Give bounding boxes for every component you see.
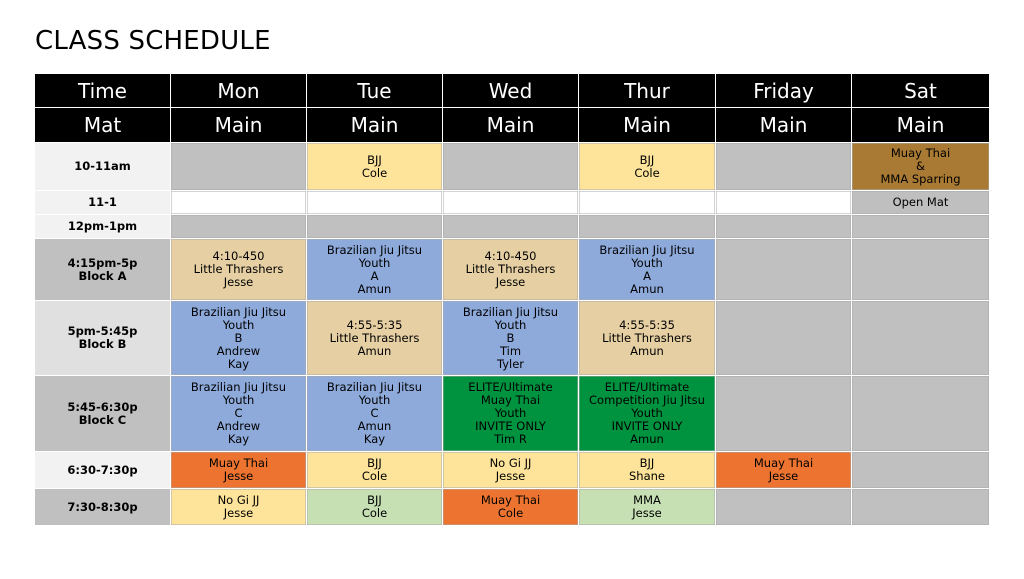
class-cell-line: Jesse <box>223 506 254 520</box>
class-cell-tue <box>307 191 443 215</box>
schedule-row <box>35 301 990 376</box>
class-cell-line: Muay Thai <box>753 456 814 470</box>
time-slot-cell <box>35 191 171 215</box>
header-day-mon: Mon <box>171 74 307 108</box>
class-cell-line: 4:55-5:35 <box>346 317 403 332</box>
time-slot-label: 10-11am <box>74 159 131 173</box>
class-cell-line: Youth <box>358 393 391 407</box>
class-cell-line: Amun <box>357 343 392 358</box>
class-cell-line: BJJ <box>367 493 382 507</box>
header-mat: Mat <box>35 108 171 143</box>
class-cell-line: Cole <box>361 506 388 520</box>
class-cell-line: Little Thrashers <box>465 262 556 276</box>
class-cell-line: 4:10-450 <box>484 249 537 263</box>
class-cell-friday <box>716 376 852 452</box>
class-cell-mon <box>171 376 307 452</box>
class-cell-tue <box>307 239 443 301</box>
class-cell-line: Little Thrashers <box>193 262 284 276</box>
class-cell-line: Youth <box>494 406 527 420</box>
time-slot-cell <box>35 215 171 239</box>
time-slot-label: Block C <box>78 412 127 427</box>
class-cell-line: Little Thrashers <box>329 330 420 345</box>
class-cell-line: Brazilian Jiu Jitsu <box>190 380 287 394</box>
page-title: CLASS SCHEDULE <box>35 26 271 56</box>
class-cell-thur <box>579 376 716 452</box>
class-cell-line: Muay Thai <box>890 146 951 160</box>
class-cell-line: Tim <box>499 343 522 358</box>
class-cell-line: Amun <box>630 432 664 446</box>
class-cell-line: Cole <box>634 165 660 180</box>
time-slot-cell <box>35 452 171 489</box>
class-cell-line: B <box>234 330 243 345</box>
class-cell-thur <box>579 452 716 489</box>
class-cell-thur <box>579 301 716 376</box>
class-cell-thur <box>579 191 716 215</box>
class-cell-tue <box>307 489 443 526</box>
class-cell-sat <box>852 239 990 301</box>
time-slot-label: 6:30-7:30p <box>67 462 138 477</box>
mat-header-row <box>35 108 990 143</box>
class-cell-line: BJJ <box>367 456 382 470</box>
class-cell-sat <box>852 191 990 215</box>
class-cell-thur <box>579 215 716 239</box>
header-mat-sat: Main <box>852 108 990 143</box>
time-slot-cell <box>35 489 171 526</box>
class-cell-friday <box>716 143 852 191</box>
class-cell-tue <box>307 301 443 376</box>
schedule-body <box>35 143 990 526</box>
class-cell-line: Jesse <box>768 469 799 483</box>
class-cell-wed <box>443 489 579 526</box>
class-cell-line: Jesse <box>632 506 662 520</box>
day-header-row <box>35 74 990 108</box>
time-slot-label: 5:45-6:30p <box>67 399 138 414</box>
schedule-row <box>35 376 990 452</box>
class-cell-line: Amun <box>630 343 664 358</box>
class-cell-line: Youth <box>631 255 663 270</box>
class-cell-line: Brazilian Jiu Jitsu <box>326 242 423 257</box>
header-mat-mon: Main <box>171 108 307 143</box>
class-cell-wed <box>443 239 579 301</box>
class-cell-thur <box>579 489 716 526</box>
class-cell-tue <box>307 215 443 239</box>
header-mat-thur: Main <box>579 108 716 143</box>
header-time: Time <box>35 74 171 108</box>
time-slot-label: 5pm-5:45p <box>67 324 138 338</box>
header-mat-wed: Main <box>443 108 579 143</box>
class-cell-line: Amun <box>630 281 664 296</box>
time-slot-label: 11-1 <box>88 195 117 209</box>
class-cell-line: A <box>370 268 379 283</box>
class-cell-mon <box>171 452 307 489</box>
class-cell-line: Cole <box>497 506 524 520</box>
class-cell-line: Amun <box>357 419 392 433</box>
class-cell-mon <box>171 489 307 526</box>
class-cell-line: 4:55-5:35 <box>619 317 675 332</box>
class-cell-line: Competition Jiu Jitsu <box>589 393 705 407</box>
class-cell-sat <box>852 215 990 239</box>
class-cell-line: C <box>370 406 379 420</box>
class-cell-line: Kay <box>227 432 250 446</box>
schedule-row <box>35 452 990 489</box>
class-cell-line: BJJ <box>639 152 655 167</box>
header-day-tue: Tue <box>307 74 443 108</box>
class-cell-line: BJJ <box>367 152 382 167</box>
class-cell-thur <box>579 143 716 191</box>
class-cell-line: Brazilian Jiu Jitsu <box>326 380 423 394</box>
class-cell-friday <box>716 301 852 376</box>
class-cell-line: A <box>643 268 651 283</box>
class-cell-line: Youth <box>222 393 255 407</box>
time-slot-cell <box>35 143 171 191</box>
schedule-row <box>35 215 990 239</box>
class-cell-line: Youth <box>494 317 527 332</box>
class-cell-line: No Gi JJ <box>489 456 532 470</box>
class-cell-line: INVITE ONLY <box>475 419 546 433</box>
class-cell-sat <box>852 452 990 489</box>
class-cell-line: BJJ <box>639 456 655 470</box>
class-cell-line: Little Thrashers <box>602 330 692 345</box>
time-slot-cell <box>35 239 171 301</box>
class-cell-mon <box>171 215 307 239</box>
header-day-wed: Wed <box>443 74 579 108</box>
class-cell-line: 4:10-450 <box>212 249 265 263</box>
class-cell-wed <box>443 215 579 239</box>
class-cell-wed <box>443 376 579 452</box>
class-cell-line: No Gi JJ <box>217 493 260 507</box>
class-cell-line: Muay Thai <box>208 456 269 470</box>
schedule-row <box>35 143 990 191</box>
schedule-row <box>35 239 990 301</box>
class-cell-line: Tyler <box>496 356 525 371</box>
class-cell-line: ELITE/Ultimate <box>604 380 690 394</box>
class-cell-line: Andrew <box>216 419 261 433</box>
class-cell-line: Brazilian Jiu Jitsu <box>599 242 695 257</box>
time-slot-cell <box>35 301 171 376</box>
class-cell-friday <box>716 239 852 301</box>
class-cell-line: Youth <box>631 406 663 420</box>
class-cell-sat <box>852 489 990 526</box>
class-cell-line: Tim R <box>494 432 527 446</box>
class-cell-wed <box>443 301 579 376</box>
class-cell-line: C <box>234 406 243 420</box>
header-day-thur: Thur <box>579 74 716 108</box>
time-slot-label: Block A <box>78 268 127 283</box>
class-cell-line: INVITE ONLY <box>611 419 683 433</box>
class-cell-friday <box>716 215 852 239</box>
class-cell-line: B <box>506 330 515 345</box>
class-cell-line: ELITE/Ultimate <box>468 380 553 394</box>
time-slot-label: Block B <box>78 337 127 351</box>
class-cell-line: Muay Thai <box>480 493 541 507</box>
time-slot-label: 7:30-8:30p <box>67 499 138 514</box>
time-slot-label: 12pm-1pm <box>67 219 138 233</box>
class-cell-line: Jesse <box>495 469 526 483</box>
class-cell-line: Muay Thai <box>480 393 541 407</box>
class-cell-line: Kay <box>363 432 386 446</box>
class-cell-line: Andrew <box>216 343 261 358</box>
class-cell-tue <box>307 452 443 489</box>
class-cell-wed <box>443 191 579 215</box>
class-cell-mon <box>171 191 307 215</box>
class-cell-line: Shane <box>629 469 665 483</box>
schedule-row <box>35 489 990 526</box>
class-cell-friday <box>716 191 852 215</box>
class-cell-line: Cole <box>361 165 388 180</box>
class-cell-tue <box>307 376 443 452</box>
class-cell-friday <box>716 489 852 526</box>
class-cell-sat <box>852 301 990 376</box>
class-cell-sat <box>852 376 990 452</box>
class-cell-line: Jesse <box>223 469 254 483</box>
class-cell-thur <box>579 239 716 301</box>
class-cell-line: Brazilian Jiu Jitsu <box>190 304 287 319</box>
header-mat-friday: Main <box>716 108 852 143</box>
class-cell-line: Jesse <box>223 275 254 289</box>
class-cell-line: Amun <box>357 281 392 296</box>
class-cell-line: Kay <box>227 356 250 371</box>
time-slot-cell <box>35 376 171 452</box>
header-day-sat: Sat <box>852 74 990 108</box>
class-cell-line: Youth <box>358 255 391 270</box>
class-cell-line: Open Mat <box>892 195 949 209</box>
class-cell-line: Cole <box>361 469 388 483</box>
class-cell-wed <box>443 143 579 191</box>
class-cell-line: Brazilian Jiu Jitsu <box>462 304 559 319</box>
class-cell-wed <box>443 452 579 489</box>
class-cell-line: MMA Sparring <box>880 172 961 186</box>
class-cell-line: Youth <box>222 317 255 332</box>
schedule-row <box>35 191 990 215</box>
class-cell-line: Jesse <box>495 275 526 289</box>
class-cell-mon <box>171 239 307 301</box>
schedule-table <box>34 73 990 526</box>
header-day-friday: Friday <box>716 74 852 108</box>
time-slot-label: 4:15pm-5p <box>67 255 138 270</box>
class-cell-line: MMA <box>633 493 661 507</box>
class-cell-line: & <box>916 159 925 173</box>
class-cell-sat <box>852 143 990 191</box>
class-cell-tue <box>307 143 443 191</box>
header-mat-tue: Main <box>307 108 443 143</box>
class-cell-mon <box>171 301 307 376</box>
class-cell-friday <box>716 452 852 489</box>
class-cell-mon <box>171 143 307 191</box>
